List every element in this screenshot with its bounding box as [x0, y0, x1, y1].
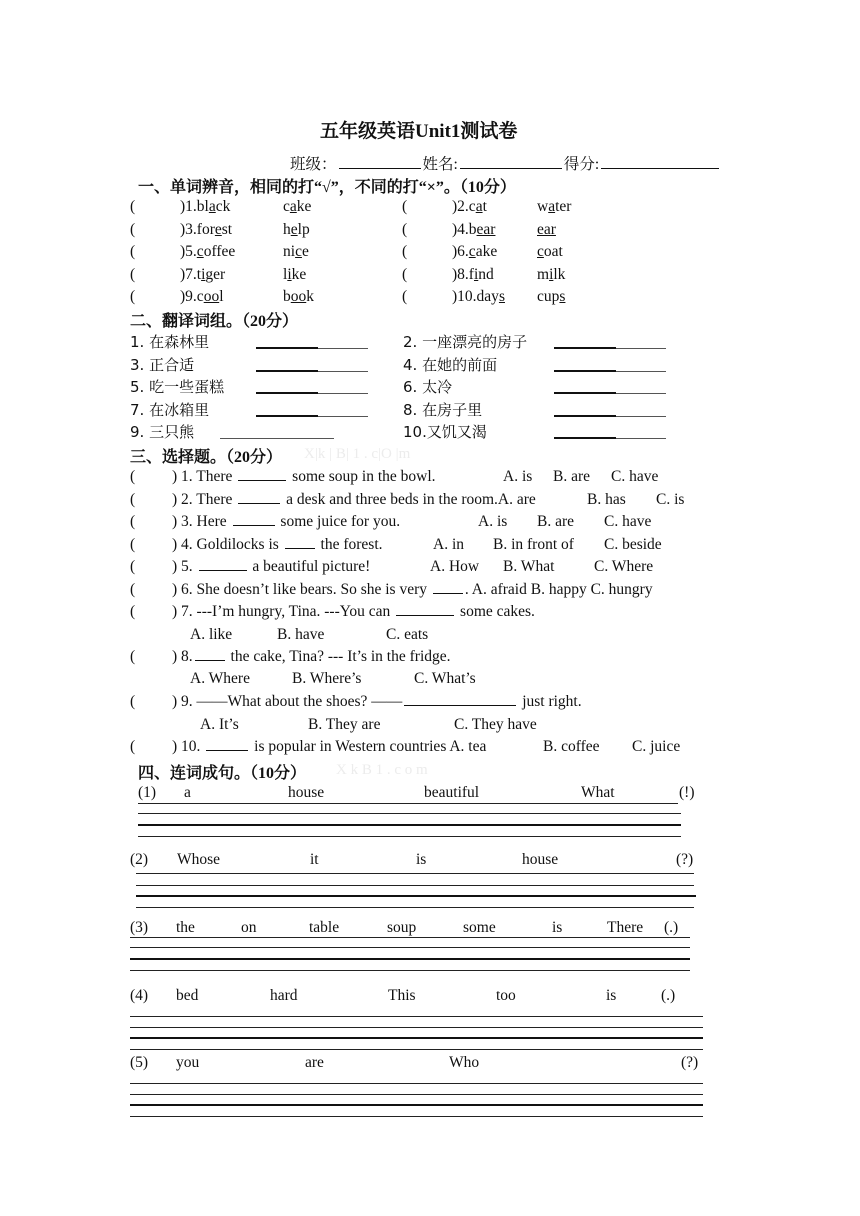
- item-number: 2.: [457, 198, 469, 215]
- sound-item-word-2: [537, 243, 563, 261]
- sound-item: )7.tiger: [180, 266, 226, 283]
- phrase-label: 9. 三只熊: [130, 423, 195, 441]
- answer-line[interactable]: [554, 416, 666, 417]
- answer-line[interactable]: [256, 416, 368, 417]
- word-1: forest: [196, 221, 233, 238]
- q7-stem: ) 7. ---I’m hungry, Tina. ---You can some cakes.: [172, 603, 535, 620]
- answer-paren[interactable]: (: [402, 243, 408, 260]
- s2-answer-line[interactable]: [136, 907, 694, 908]
- q3-option-b: B. are: [537, 513, 575, 530]
- sound-item: )3.forest: [180, 221, 233, 238]
- q8-stem: ) 8. the cake, Tina? --- It’s in the fridge.: [172, 648, 451, 665]
- phrase-label: 1. 在森林里: [130, 333, 210, 351]
- s3-answer-line[interactable]: [130, 970, 690, 971]
- item-number: 8.: [457, 266, 469, 283]
- sound-item-word-2: [283, 266, 306, 284]
- q6-paren[interactable]: (: [130, 581, 136, 598]
- answer-line[interactable]: [256, 393, 368, 394]
- s4-number: (4): [130, 987, 149, 1004]
- sound-item-word-2: [537, 266, 565, 284]
- score-label: 得分:: [563, 156, 600, 173]
- word-2: ear: [537, 221, 556, 238]
- item-number: 10.: [457, 288, 477, 305]
- s1-answer-line[interactable]: [138, 824, 681, 826]
- q1-option-a: A. is: [503, 468, 533, 485]
- s3-word: the: [176, 919, 195, 936]
- s3-word: table: [309, 919, 340, 936]
- q5-option-c: C. Where: [594, 558, 654, 575]
- answer-paren[interactable]: (: [402, 198, 408, 215]
- q7-option-b: B. have: [277, 626, 325, 643]
- q2-option-c: C. is: [656, 491, 685, 508]
- s3-word: There: [607, 919, 644, 936]
- s1-punct: (!): [679, 784, 695, 801]
- word-2: cake: [283, 198, 312, 215]
- answer-line[interactable]: [554, 438, 666, 439]
- q7-option-a: A. like: [190, 626, 233, 643]
- word-2: cups: [537, 288, 566, 305]
- q9-option-a: A. It’s: [200, 716, 239, 733]
- q5-option-b: B. What: [503, 558, 555, 575]
- s1-word: house: [288, 784, 325, 801]
- phrase-label: 2. 一座漂亮的房子: [403, 333, 528, 351]
- word-2: help: [283, 221, 310, 238]
- q8-paren[interactable]: (: [130, 648, 136, 665]
- s5-answer-line[interactable]: [130, 1104, 703, 1106]
- watermark-4: X k B 1 . c o m: [336, 762, 428, 778]
- sound-item: )9.cool: [180, 288, 224, 305]
- answer-paren[interactable]: (: [130, 243, 136, 260]
- answer-line[interactable]: [554, 393, 666, 394]
- phrase-label: 7. 在冰箱里: [130, 401, 210, 419]
- s4-answer-line[interactable]: [130, 1037, 703, 1039]
- s5-answer-line[interactable]: [130, 1083, 703, 1084]
- item-number: 7.: [185, 266, 197, 283]
- item-number: 4.: [457, 221, 469, 238]
- word-1: find: [468, 266, 494, 283]
- sound-item: )5.coffee: [180, 243, 236, 260]
- s4-word: is: [606, 987, 617, 1004]
- q6-stem: ) 6. She doesn’t like bears. So she is very . A. afraid B. happy C. hungry: [172, 581, 653, 598]
- phrase-label: 6. 太冷: [403, 378, 453, 396]
- sound-item-word-2: [283, 221, 310, 239]
- q2-stem: ) 2. There a desk and three beds in the room.A. are: [172, 491, 536, 508]
- word-2: water: [537, 198, 572, 215]
- phrase-label: 8. 在房子里: [403, 401, 483, 419]
- s1-answer-line[interactable]: [138, 836, 681, 837]
- q1-option-b: B. are: [553, 468, 591, 485]
- s5-answer-line[interactable]: [130, 1116, 703, 1117]
- q3-stem: ) 3. Here some juice for you.: [172, 513, 401, 530]
- s3-number: (3): [130, 919, 149, 936]
- s4-word: bed: [176, 987, 199, 1004]
- answer-paren[interactable]: (: [130, 198, 136, 215]
- phrase-label: 10.又饥又渴: [403, 423, 487, 441]
- q9-paren[interactable]: (: [130, 693, 136, 710]
- item-number: 6.: [457, 243, 469, 260]
- score-blank[interactable]: [601, 156, 719, 169]
- s5-word: are: [305, 1054, 324, 1071]
- q4-option-c: C. beside: [604, 536, 662, 553]
- s3-underline: [130, 937, 690, 938]
- class-blank[interactable]: [339, 156, 421, 169]
- s1-word: What: [581, 784, 615, 801]
- q9-option-c: C. They have: [454, 716, 537, 733]
- q3-option-a: A. is: [478, 513, 508, 530]
- item-number: 1.: [185, 198, 197, 215]
- s5-number: (5): [130, 1054, 149, 1071]
- section-3-heading: 三、选择题。（20分）: [130, 449, 283, 466]
- item-number: 3.: [185, 221, 197, 238]
- word-2: coat: [537, 243, 563, 260]
- s2-punct: (?): [676, 851, 694, 868]
- q4-paren[interactable]: (: [130, 536, 136, 553]
- q2-paren[interactable]: (: [130, 491, 136, 508]
- answer-paren[interactable]: (: [130, 221, 136, 238]
- page-title: 五年级英语Unit1测试卷: [320, 121, 518, 142]
- answer-line[interactable]: [256, 371, 368, 372]
- word-2: nice: [283, 243, 309, 260]
- s3-word: some: [463, 919, 496, 936]
- word-2: book: [283, 288, 314, 305]
- s3-word: is: [552, 919, 563, 936]
- q4-option-a: A. in: [433, 536, 464, 553]
- q9-option-b: B. They are: [308, 716, 381, 733]
- watermark-3: X|k | B| 1 . c|O |m: [304, 446, 411, 462]
- word-1: black: [196, 198, 231, 215]
- s1-answer-line[interactable]: [138, 813, 681, 814]
- word-1: bear: [468, 221, 496, 238]
- answer-line[interactable]: [554, 348, 666, 349]
- s3-word: on: [241, 919, 257, 936]
- item-number: 5.: [185, 243, 197, 260]
- s2-answer-line[interactable]: [136, 895, 696, 897]
- s5-word: you: [176, 1054, 200, 1071]
- answer-paren[interactable]: (: [402, 221, 408, 238]
- answer-line[interactable]: [554, 371, 666, 372]
- word-1: cool: [196, 288, 224, 305]
- s1-word: beautiful: [424, 784, 480, 801]
- word-1: tiger: [196, 266, 226, 283]
- q10-stem: ) 10. is popular in Western countries A. tea: [172, 738, 487, 755]
- q5-stem: ) 5. a beautiful picture!: [172, 558, 371, 575]
- q4-stem: ) 4. Goldilocks is the forest.: [172, 536, 383, 553]
- q9-stem: ) 9. ——What about the shoes? —— just right.: [172, 693, 582, 710]
- q7-paren[interactable]: (: [130, 603, 136, 620]
- answer-paren[interactable]: (: [402, 266, 408, 283]
- s3-punct: (.): [664, 919, 679, 936]
- answer-paren[interactable]: (: [130, 266, 136, 283]
- name-label: 姓名:: [422, 156, 458, 173]
- sound-item: )4.bear: [452, 221, 496, 238]
- phrase-label: 3. 正合适: [130, 356, 195, 374]
- s3-word: soup: [387, 919, 417, 936]
- sound-item: )2.cat: [452, 198, 487, 215]
- answer-line[interactable]: [256, 348, 368, 349]
- q1-paren[interactable]: (: [130, 468, 136, 485]
- info-line: [290, 152, 721, 174]
- q8-option-c: C. What’s: [414, 670, 476, 687]
- word-1: coffee: [196, 243, 236, 260]
- class-label: 班级：: [290, 156, 337, 173]
- sound-item-word-2: [283, 198, 311, 216]
- s5-punct: (?): [681, 1054, 699, 1071]
- word-1: cake: [468, 243, 498, 260]
- q1-option-c: C. have: [611, 468, 659, 485]
- s4-answer-line[interactable]: [130, 1016, 703, 1017]
- q10-option-b: B. coffee: [543, 738, 600, 755]
- word-1: cat: [468, 198, 487, 215]
- s2-word: it: [310, 851, 319, 868]
- s2-word: Whose: [177, 851, 221, 868]
- s3-answer-line[interactable]: [130, 958, 690, 960]
- section-2-heading: 二、翻译词组。（20分）: [130, 313, 299, 330]
- answer-line[interactable]: [220, 438, 334, 439]
- s2-answer-line[interactable]: [136, 873, 694, 874]
- q1-stem: ) 1. There some soup in the bowl.: [172, 468, 436, 485]
- s2-word: house: [522, 851, 559, 868]
- sound-item: )10.days: [452, 288, 505, 305]
- q5-option-a: A. How: [430, 558, 480, 575]
- word-2: like: [283, 266, 307, 283]
- answer-paren[interactable]: (: [130, 288, 136, 305]
- answer-paren[interactable]: (: [402, 288, 408, 305]
- s1-number: (1): [138, 784, 157, 801]
- s4-answer-line[interactable]: [130, 1027, 703, 1028]
- sound-item: )1.black: [180, 198, 231, 215]
- q10-paren[interactable]: (: [130, 738, 136, 755]
- item-number: 9.: [185, 288, 197, 305]
- s4-answer-line[interactable]: [130, 1049, 703, 1050]
- sound-item-word-2: [537, 198, 571, 216]
- word-2: milk: [537, 266, 566, 283]
- section-1-heading: 一、单词辨音，相同的打“√”，不同的打“×”。（10分）: [138, 179, 516, 196]
- q3-option-c: C. have: [604, 513, 652, 530]
- sound-item-word-2: [283, 243, 309, 261]
- q5-paren[interactable]: (: [130, 558, 136, 575]
- s2-word: is: [416, 851, 427, 868]
- sound-item-word-2: [537, 221, 556, 239]
- q7-option-c: C. eats: [386, 626, 429, 643]
- s4-word: hard: [270, 987, 298, 1004]
- q2-option-b: B. has: [587, 491, 626, 508]
- s1-word: a: [184, 784, 191, 801]
- section-4-heading: 四、连词成句。（10分）: [138, 765, 307, 782]
- s4-word: too: [496, 987, 516, 1004]
- phrase-label: 5. 吃一些蛋糕: [130, 378, 225, 396]
- q3-paren[interactable]: (: [130, 513, 136, 530]
- s4-word: This: [388, 987, 416, 1004]
- s5-answer-line[interactable]: [130, 1094, 703, 1095]
- q10-option-c: C. juice: [632, 738, 681, 755]
- q8-option-a: A. Where: [190, 670, 250, 687]
- sound-item: )6.cake: [452, 243, 498, 260]
- word-1: days: [476, 288, 505, 305]
- s3-answer-line[interactable]: [130, 947, 690, 948]
- s5-word: Who: [449, 1054, 480, 1071]
- s2-number: (2): [130, 851, 149, 868]
- s4-punct: (.): [661, 987, 676, 1004]
- q8-option-b: B. Where’s: [292, 670, 362, 687]
- sound-item: )8.find: [452, 266, 494, 283]
- phrase-label: 4. 在她的前面: [403, 356, 498, 374]
- s2-answer-line[interactable]: [136, 885, 694, 886]
- sound-item-word-2: [537, 288, 565, 306]
- name-blank[interactable]: [460, 156, 562, 169]
- s1-underline: [138, 803, 678, 804]
- sound-item-word-2: [283, 288, 314, 306]
- q4-option-b: B. in front of: [493, 536, 574, 553]
